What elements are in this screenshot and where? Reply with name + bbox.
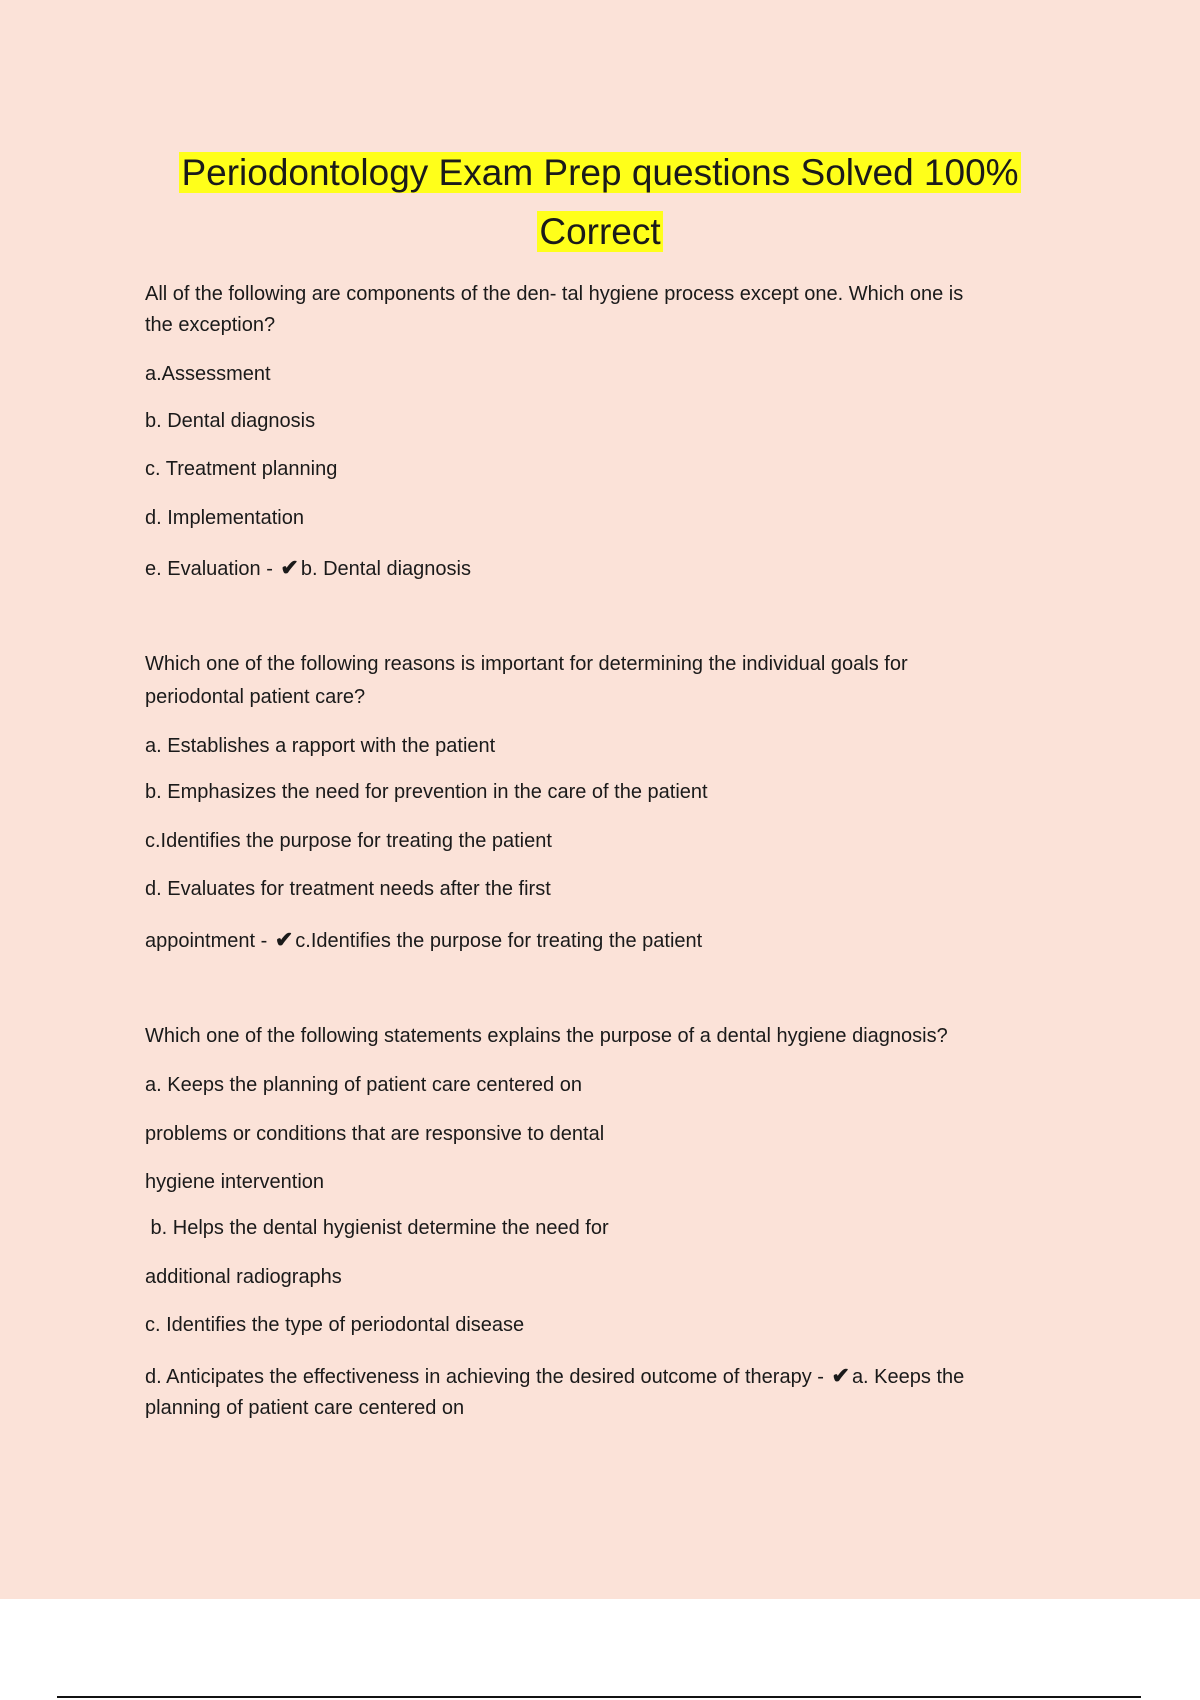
question-3-option-a: a. Keeps the planning of patient care centered on xyxy=(145,1074,582,1096)
question-1-option-d: d. Implementation xyxy=(145,507,304,529)
question-3-answer: a. Keeps the xyxy=(851,1366,965,1388)
question-3-option-c: c. Identifies the type of periodontal disease xyxy=(145,1314,525,1336)
question-2-option-a: a. Establishes a rapport with the patient xyxy=(145,735,496,757)
question-1-text: All of the following are components of the den- tal hygiene process except one. Which one is xyxy=(145,283,964,305)
question-2-answer: c.Identifies the purpose for treating the patient xyxy=(295,930,703,952)
question-3-option-a-cont: problems or conditions that are responsive to dental xyxy=(145,1123,605,1145)
question-3-answer-line: d. Anticipates the effectiveness in achieving the desired outcome of therapy - ✔ a. Keeps the xyxy=(145,1363,965,1388)
check-icon: ✔ xyxy=(274,927,294,952)
question-2-text-cont: periodontal patient care? xyxy=(145,686,366,708)
question-2-answer-line: appointment - ✔ c.Identifies the purpose for treating the patient xyxy=(145,927,703,952)
question-3-text: Which one of the following statements explains the purpose of a dental hygiene diagnosis? xyxy=(145,1025,948,1047)
question-1-answer-line: e. Evaluation - ✔ b. Dental diagnosis xyxy=(145,555,471,580)
document-title-cont: Correct xyxy=(539,211,661,252)
question-2-option-d: d. Evaluates for treatment needs after the first xyxy=(145,878,551,900)
check-icon: ✔ xyxy=(280,555,299,580)
question-3-answer-cont: planning of patient care centered on xyxy=(145,1397,465,1419)
question-3-option-b-cont: additional radiographs xyxy=(145,1266,342,1288)
document-title: Periodontology Exam Prep questions Solved 100% xyxy=(181,152,1019,193)
question-1-text-cont: the exception? xyxy=(145,314,276,336)
question-1-option-b: b. Dental diagnosis xyxy=(145,410,316,432)
footer-divider xyxy=(57,1696,1141,1698)
question-2-option-c: c.Identifies the purpose for treating the patient xyxy=(145,830,552,852)
question-2-option-b: b. Emphasizes the need for prevention in the care of the patient xyxy=(145,781,708,803)
question-3-option-b: b. Helps the dental hygienist determine the need for xyxy=(145,1217,609,1239)
check-icon: ✔ xyxy=(831,1363,850,1388)
question-1-option-a: a.Assessment xyxy=(145,363,271,385)
question-2-text: Which one of the following reasons is important for determining the individual goals for xyxy=(145,653,908,675)
question-3-option-a-cont2: hygiene intervention xyxy=(145,1171,325,1193)
question-1-answer: b. Dental diagnosis xyxy=(300,558,471,580)
question-1-option-c: c. Treatment planning xyxy=(145,458,338,480)
